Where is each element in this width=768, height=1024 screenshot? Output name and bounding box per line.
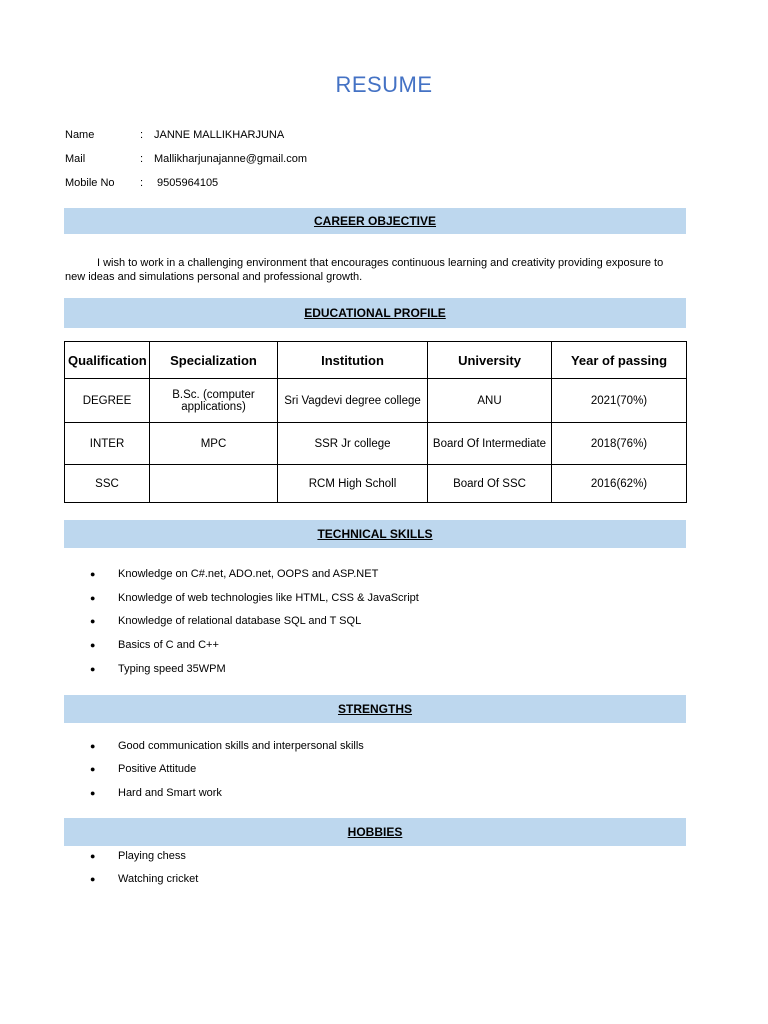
info-label: Mail — [65, 153, 86, 165]
table-row — [65, 465, 687, 503]
list-item — [90, 568, 378, 580]
table-cell: RCM High Scholl — [278, 465, 428, 503]
bullet-icon: ● — [90, 874, 96, 884]
table-header-cell: Year of passing — [552, 342, 687, 379]
table-cell: 2016(62%) — [552, 465, 687, 503]
list-item-text: Basics of C and C++ — [118, 639, 219, 651]
list-item — [90, 663, 226, 675]
info-colon: : — [140, 177, 144, 189]
table-header-cell: Qualification — [65, 342, 150, 379]
list-item — [90, 763, 196, 775]
bullet-icon: ● — [90, 851, 96, 861]
section-header-strengths: STRENGTHS — [64, 695, 686, 723]
bullet-icon: ● — [90, 593, 96, 603]
info-label: Name — [65, 129, 95, 141]
bullet-icon: ● — [90, 664, 96, 674]
list-item-text: Playing chess — [118, 850, 186, 862]
bullet-icon: ● — [90, 616, 96, 626]
info-value-mail: Mallikharjunajanne@gmail.com — [154, 153, 308, 165]
table-cell: B.Sc. (computer applications) — [150, 379, 278, 423]
table-row — [65, 379, 687, 423]
section-header-hobbies: HOBBIES — [64, 818, 686, 846]
table-cell: INTER — [65, 423, 150, 465]
bullet-icon: ● — [90, 569, 96, 579]
list-item-text: Knowledge on C#.net, ADO.net, OOPS and ASP.NET — [118, 568, 379, 580]
info-row-name — [65, 129, 284, 141]
list-item — [90, 615, 361, 627]
bullet-icon: ● — [90, 764, 96, 774]
info-value-name: JANNE MALLIKHARJUNA — [154, 129, 285, 141]
info-label: Mobile No — [65, 177, 115, 189]
table-cell: ANU — [428, 379, 552, 423]
list-item-text: Good communication skills and interpersonal skills — [118, 740, 364, 752]
list-item — [90, 740, 364, 752]
table-cell — [150, 465, 278, 503]
section-header-educational-profile: EDUCATIONAL PROFILE — [64, 298, 686, 328]
table-cell: 2018(76%) — [552, 423, 687, 465]
info-row-mail — [65, 153, 307, 165]
list-item — [90, 592, 419, 604]
list-item-text: Knowledge of relational database SQL and T SQL — [118, 615, 362, 627]
list-item — [90, 873, 198, 885]
table-cell: Board Of SSC — [428, 465, 552, 503]
education-table — [64, 341, 687, 503]
section-header-career-objective: CAREER OBJECTIVE — [64, 208, 686, 234]
table-cell: DEGREE — [65, 379, 150, 423]
table-header-cell: University — [428, 342, 552, 379]
table-cell: SSC — [65, 465, 150, 503]
list-item-text: Positive Attitude — [118, 763, 197, 775]
list-item-text: Knowledge of web technologies like HTML, CSS & JavaScript — [118, 592, 419, 604]
info-colon: : — [140, 153, 144, 165]
career-objective-text: I wish to work in a challenging environment that encourages continuous learning and creativity providing exposure to new ideas and simulations personal and professional growth. — [65, 257, 664, 283]
table-cell: SSR Jr college — [278, 423, 428, 465]
info-colon: : — [140, 129, 144, 141]
table-header-cell: Specialization — [150, 342, 278, 379]
section-header-technical-skills: TECHNICAL SKILLS — [64, 520, 686, 548]
info-row-mobile — [65, 177, 218, 189]
table-cell: 2021(70%) — [552, 379, 687, 423]
list-item-text: Hard and Smart work — [118, 787, 222, 799]
list-item-text: Typing speed 35WPM — [118, 663, 226, 675]
list-item — [90, 787, 222, 799]
bullet-icon: ● — [90, 640, 96, 650]
table-cell: Board Of Intermediate — [428, 423, 552, 465]
list-item-text: Watching cricket — [118, 873, 199, 885]
table-header-cell: Institution — [278, 342, 428, 379]
bullet-icon: ● — [90, 741, 96, 751]
bullet-icon: ● — [90, 788, 96, 798]
info-value-mobile: 9505964105 — [157, 177, 219, 189]
list-item — [90, 639, 219, 651]
list-item — [90, 850, 186, 862]
table-row — [65, 423, 687, 465]
table-header-row — [65, 342, 687, 379]
table-cell: Sri Vagdevi degree college — [278, 379, 428, 423]
table-cell: MPC — [150, 423, 278, 465]
resume-title: RESUME — [335, 72, 433, 97]
